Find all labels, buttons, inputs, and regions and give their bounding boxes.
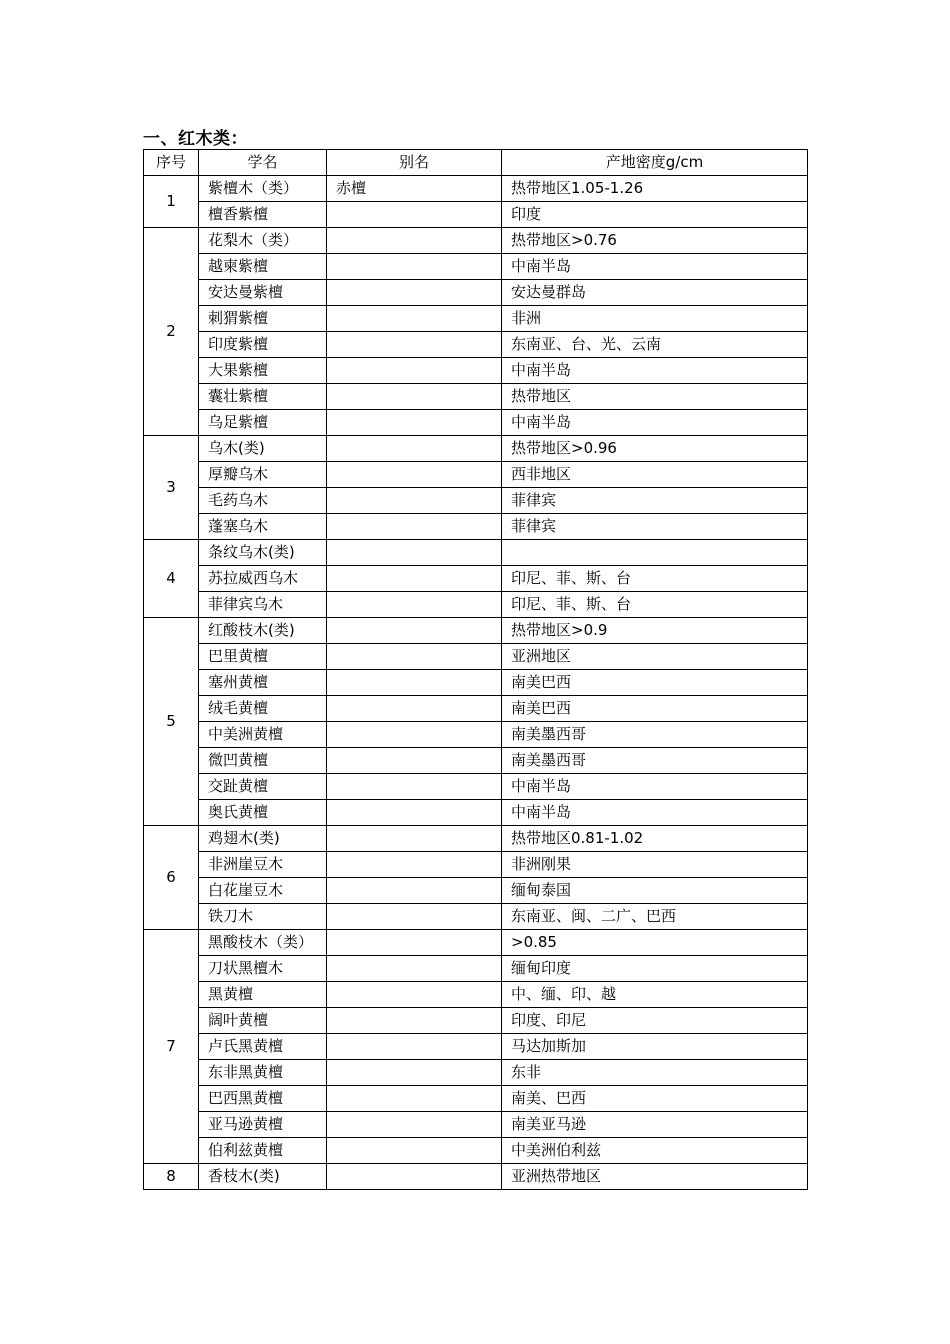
serial-number-cell: 5: [144, 618, 199, 826]
alias-cell: [327, 384, 502, 410]
table-row: [144, 462, 808, 488]
header-serial: 序号: [144, 150, 199, 176]
header-scientific-name: 学名: [199, 150, 327, 176]
scientific-name-cell: 蓬塞乌木: [199, 514, 327, 540]
scientific-name-cell: 微凹黄檀: [199, 748, 327, 774]
origin-density-cell: 缅甸泰国: [502, 878, 808, 904]
scientific-name-cell: 伯利兹黄檀: [199, 1138, 327, 1164]
origin-density-cell: 中美洲伯利兹: [502, 1138, 808, 1164]
origin-density-cell: 热带地区: [502, 384, 808, 410]
origin-density-cell: 非洲: [502, 306, 808, 332]
origin-density-cell: 中、缅、印、越: [502, 982, 808, 1008]
table-row: [144, 1008, 808, 1034]
scientific-name-cell: 铁刀木: [199, 904, 327, 930]
scientific-name-cell: 大果紫檀: [199, 358, 327, 384]
scientific-name-cell: 奥氏黄檀: [199, 800, 327, 826]
scientific-name-cell: 塞州黄檀: [199, 670, 327, 696]
origin-density-cell: 南美巴西: [502, 696, 808, 722]
alias-cell: [327, 930, 502, 956]
scientific-name-cell: 交趾黄檀: [199, 774, 327, 800]
header-alias: 别名: [327, 150, 502, 176]
scientific-name-cell: 巴里黄檀: [199, 644, 327, 670]
scientific-name-cell: 黑酸枝木（类）: [199, 930, 327, 956]
origin-density-cell: 中南半岛: [502, 254, 808, 280]
table-row: [144, 722, 808, 748]
alias-cell: [327, 410, 502, 436]
origin-density-cell: 亚洲热带地区: [502, 1164, 808, 1190]
table-row: [144, 644, 808, 670]
table-row: [144, 540, 808, 566]
origin-density-cell: 中南半岛: [502, 800, 808, 826]
alias-cell: [327, 254, 502, 280]
alias-cell: [327, 1060, 502, 1086]
origin-density-cell: 中南半岛: [502, 410, 808, 436]
scientific-name-cell: 乌木(类): [199, 436, 327, 462]
alias-cell: [327, 618, 502, 644]
scientific-name-cell: 檀香紫檀: [199, 202, 327, 228]
origin-density-cell: 菲律宾: [502, 514, 808, 540]
alias-cell: [327, 202, 502, 228]
scientific-name-cell: 白花崖豆木: [199, 878, 327, 904]
table-row: [144, 436, 808, 462]
table-row: [144, 592, 808, 618]
alias-cell: [327, 566, 502, 592]
table-row: [144, 410, 808, 436]
alias-cell: [327, 332, 502, 358]
scientific-name-cell: 印度紫檀: [199, 332, 327, 358]
origin-density-cell: 南美墨西哥: [502, 722, 808, 748]
scientific-name-cell: 非洲崖豆木: [199, 852, 327, 878]
origin-density-cell: >0.85: [502, 930, 808, 956]
serial-number-cell: 3: [144, 436, 199, 540]
origin-density-cell: 南美巴西: [502, 670, 808, 696]
alias-cell: [327, 436, 502, 462]
alias-cell: [327, 774, 502, 800]
scientific-name-cell: 刀状黑檀木: [199, 956, 327, 982]
origin-density-cell: 东非: [502, 1060, 808, 1086]
scientific-name-cell: 黑黄檀: [199, 982, 327, 1008]
serial-number-cell: 4: [144, 540, 199, 618]
origin-density-cell: 南美亚马逊: [502, 1112, 808, 1138]
table-row: [144, 228, 808, 254]
serial-number-cell: 6: [144, 826, 199, 930]
table-row: [144, 1138, 808, 1164]
origin-density-cell: 印尼、菲、斯、台: [502, 592, 808, 618]
alias-cell: [327, 1034, 502, 1060]
alias-cell: [327, 540, 502, 566]
table-body: [144, 176, 808, 1190]
scientific-name-cell: 香枝木(类): [199, 1164, 327, 1190]
origin-density-cell: 热带地区0.81-1.02: [502, 826, 808, 852]
scientific-name-cell: 绒毛黄檀: [199, 696, 327, 722]
alias-cell: [327, 1086, 502, 1112]
alias-cell: [327, 748, 502, 774]
table-row: [144, 566, 808, 592]
origin-density-cell: 南美、巴西: [502, 1086, 808, 1112]
alias-cell: [327, 1164, 502, 1190]
origin-density-cell: 西非地区: [502, 462, 808, 488]
scientific-name-cell: 乌足紫檀: [199, 410, 327, 436]
table-row: [144, 1164, 808, 1190]
scientific-name-cell: 紫檀木（类）: [199, 176, 327, 202]
origin-density-cell: 南美墨西哥: [502, 748, 808, 774]
alias-cell: [327, 462, 502, 488]
scientific-name-cell: 卢氏黑黄檀: [199, 1034, 327, 1060]
table-row: [144, 254, 808, 280]
origin-density-cell: 亚洲地区: [502, 644, 808, 670]
table-row: [144, 696, 808, 722]
serial-number-cell: 1: [144, 176, 199, 228]
alias-cell: [327, 696, 502, 722]
origin-density-cell: 中南半岛: [502, 358, 808, 384]
origin-density-cell: [502, 540, 808, 566]
table-header-row: [144, 150, 808, 176]
redwood-table: [143, 149, 808, 1190]
table-row: [144, 618, 808, 644]
origin-density-cell: 马达加斯加: [502, 1034, 808, 1060]
alias-cell: [327, 852, 502, 878]
scientific-name-cell: 安达曼紫檀: [199, 280, 327, 306]
origin-density-cell: 热带地区>0.9: [502, 618, 808, 644]
alias-cell: [327, 956, 502, 982]
scientific-name-cell: 条纹乌木(类): [199, 540, 327, 566]
table-row: [144, 332, 808, 358]
table-row: [144, 280, 808, 306]
alias-cell: 赤檀: [327, 176, 502, 202]
table-row: [144, 826, 808, 852]
alias-cell: [327, 488, 502, 514]
alias-cell: [327, 800, 502, 826]
alias-cell: [327, 1008, 502, 1034]
table-row: [144, 774, 808, 800]
table-row: [144, 1034, 808, 1060]
origin-density-cell: 缅甸印度: [502, 956, 808, 982]
table-row: [144, 1060, 808, 1086]
table-row: [144, 982, 808, 1008]
scientific-name-cell: 东非黑黄檀: [199, 1060, 327, 1086]
scientific-name-cell: 越柬紫檀: [199, 254, 327, 280]
origin-density-cell: 东南亚、闽、二广、巴西: [502, 904, 808, 930]
serial-number-cell: 2: [144, 228, 199, 436]
origin-density-cell: 印度: [502, 202, 808, 228]
alias-cell: [327, 904, 502, 930]
alias-cell: [327, 1112, 502, 1138]
table-row: [144, 904, 808, 930]
origin-density-cell: 印尼、菲、斯、台: [502, 566, 808, 592]
table-row: [144, 670, 808, 696]
table-row: [144, 930, 808, 956]
origin-density-cell: 中南半岛: [502, 774, 808, 800]
table-row: [144, 306, 808, 332]
scientific-name-cell: 菲律宾乌木: [199, 592, 327, 618]
origin-density-cell: 热带地区1.05-1.26: [502, 176, 808, 202]
table-row: [144, 800, 808, 826]
alias-cell: [327, 982, 502, 1008]
scientific-name-cell: 刺猬紫檀: [199, 306, 327, 332]
alias-cell: [327, 306, 502, 332]
table-row: [144, 358, 808, 384]
alias-cell: [327, 878, 502, 904]
table-row: [144, 488, 808, 514]
scientific-name-cell: 苏拉威西乌木: [199, 566, 327, 592]
origin-density-cell: 非洲刚果: [502, 852, 808, 878]
origin-density-cell: 安达曼群岛: [502, 280, 808, 306]
scientific-name-cell: 中美洲黄檀: [199, 722, 327, 748]
alias-cell: [327, 644, 502, 670]
alias-cell: [327, 1138, 502, 1164]
alias-cell: [327, 592, 502, 618]
table-row: [144, 1086, 808, 1112]
table-row: [144, 202, 808, 228]
section-heading: 一、红木类：: [143, 129, 248, 149]
table-row: [144, 1112, 808, 1138]
serial-number-cell: 7: [144, 930, 199, 1164]
scientific-name-cell: 巴西黑黄檀: [199, 1086, 327, 1112]
scientific-name-cell: 鸡翅木(类): [199, 826, 327, 852]
origin-density-cell: 热带地区>0.96: [502, 436, 808, 462]
origin-density-cell: 菲律宾: [502, 488, 808, 514]
alias-cell: [327, 826, 502, 852]
alias-cell: [327, 514, 502, 540]
table-row: [144, 878, 808, 904]
serial-number-cell: 8: [144, 1164, 199, 1190]
alias-cell: [327, 670, 502, 696]
table-row: [144, 384, 808, 410]
table-row: [144, 852, 808, 878]
table-row: [144, 956, 808, 982]
table-row: [144, 514, 808, 540]
scientific-name-cell: 囊壮紫檀: [199, 384, 327, 410]
scientific-name-cell: 阔叶黄檀: [199, 1008, 327, 1034]
scientific-name-cell: 毛药乌木: [199, 488, 327, 514]
scientific-name-cell: 亚马逊黄檀: [199, 1112, 327, 1138]
scientific-name-cell: 厚瓣乌木: [199, 462, 327, 488]
origin-density-cell: 东南亚、台、光、云南: [502, 332, 808, 358]
alias-cell: [327, 358, 502, 384]
alias-cell: [327, 280, 502, 306]
header-origin-density: 产地密度g/cm: [502, 150, 808, 176]
table-row: [144, 176, 808, 202]
table-row: [144, 748, 808, 774]
alias-cell: [327, 228, 502, 254]
origin-density-cell: 热带地区>0.76: [502, 228, 808, 254]
scientific-name-cell: 红酸枝木(类): [199, 618, 327, 644]
scientific-name-cell: 花梨木（类）: [199, 228, 327, 254]
origin-density-cell: 印度、印尼: [502, 1008, 808, 1034]
alias-cell: [327, 722, 502, 748]
